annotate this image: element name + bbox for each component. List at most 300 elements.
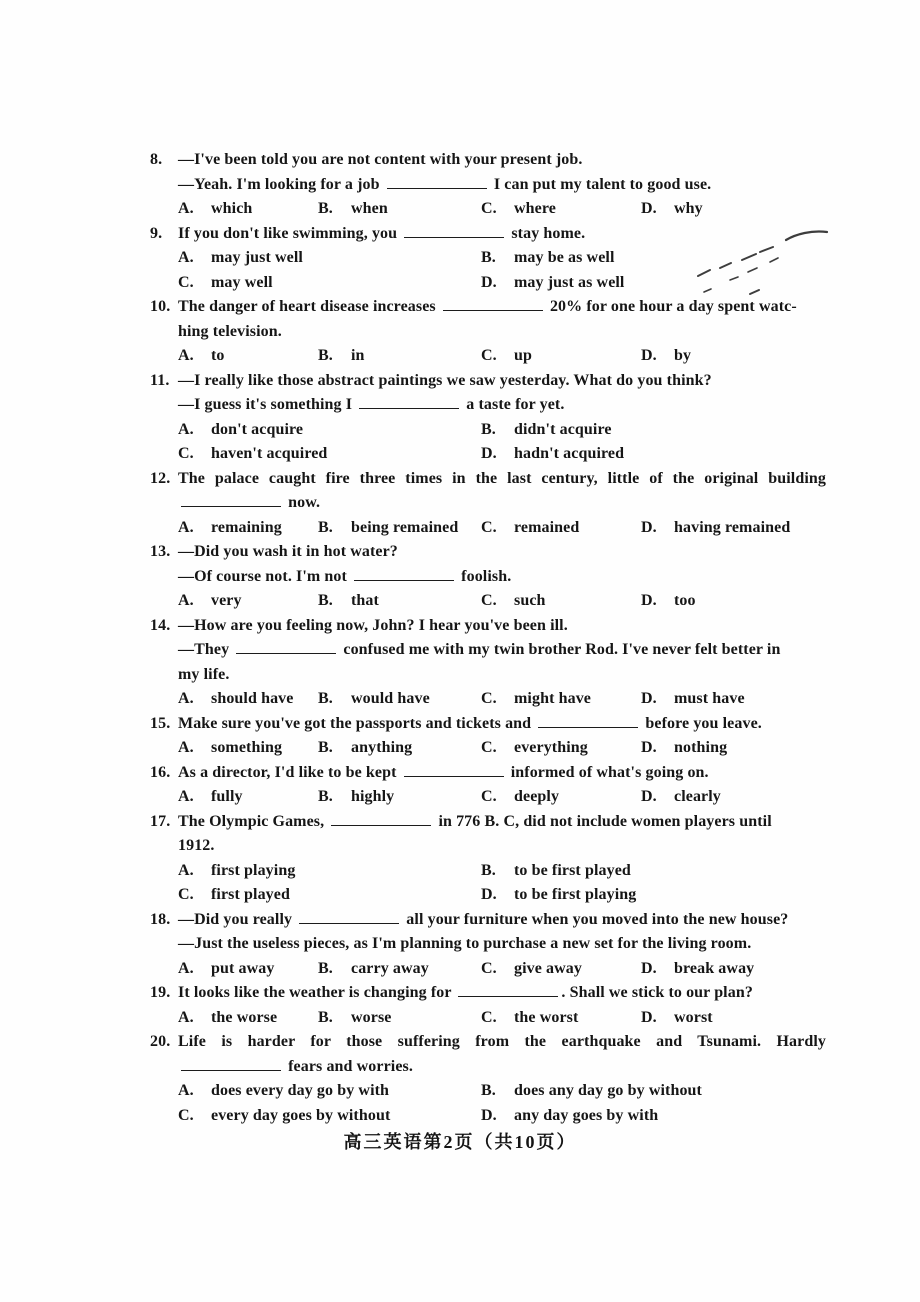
option-key: D. <box>481 273 497 291</box>
question-number-spacer <box>150 1104 178 1129</box>
question-line <box>0 393 920 418</box>
option-text: must have <box>674 690 745 707</box>
question-number-spacer <box>150 516 178 541</box>
option-key: D. <box>641 959 657 977</box>
option <box>481 344 641 369</box>
option-row <box>0 271 920 296</box>
option-grid <box>178 1079 826 1104</box>
option-row <box>0 1104 920 1129</box>
option-text: fully <box>211 788 243 805</box>
question-number: 14. <box>150 616 171 634</box>
question-line <box>0 981 920 1006</box>
question-number-spacer <box>150 442 178 467</box>
option-row <box>0 883 920 908</box>
option-key: D. <box>641 200 657 217</box>
option <box>178 1079 481 1104</box>
question-number-spacer <box>150 197 178 222</box>
option-text: the worst <box>514 1008 579 1026</box>
blank-line <box>181 492 281 507</box>
option <box>481 687 641 712</box>
option-text: to be first played <box>514 861 631 879</box>
option-key: C. <box>481 1008 497 1026</box>
option-grid <box>178 418 826 443</box>
option-key: D. <box>481 886 497 903</box>
option <box>318 516 481 541</box>
option <box>178 883 481 908</box>
option-text: where <box>514 200 556 217</box>
option <box>641 957 826 982</box>
question-text-line <box>178 467 826 492</box>
question-text: —How are you feeling now, John? I hear you've been ill. <box>178 616 568 634</box>
question-text: 20% for one hour a day spent watc- <box>545 298 797 315</box>
question-text: 1912. <box>178 837 215 854</box>
blank-line <box>538 713 638 728</box>
option-grid <box>178 589 826 614</box>
question <box>0 712 920 761</box>
option-key: B. <box>318 200 333 217</box>
option-text: which <box>211 200 253 217</box>
question-number-spacer <box>150 687 178 712</box>
option-key: A. <box>178 861 194 879</box>
question-line <box>0 148 920 173</box>
option-row <box>0 418 920 443</box>
option-text: the worse <box>211 1008 278 1026</box>
question-text: hing television. <box>178 322 282 340</box>
question-line <box>0 173 920 198</box>
option-key: D. <box>641 592 657 609</box>
option-row <box>0 589 920 614</box>
question-number: 9. <box>150 224 163 242</box>
option-text: any day goes by with <box>514 1106 659 1124</box>
option-row <box>0 736 920 761</box>
question-text-line <box>178 1055 826 1080</box>
option-row <box>0 442 920 467</box>
option-key: A. <box>178 420 194 438</box>
option <box>178 271 481 296</box>
question-line <box>0 295 920 320</box>
question-number-spacer <box>150 834 178 859</box>
question-text: fears and worries. <box>284 1057 413 1075</box>
option <box>318 1006 481 1031</box>
question-text-line <box>178 908 826 933</box>
question-text: The palace caught fire three times in the last century, little of the original building <box>178 469 826 487</box>
option-key: D. <box>481 445 497 462</box>
option <box>318 785 481 810</box>
question-number-spacer <box>150 932 178 957</box>
blank-line <box>443 296 543 311</box>
option-grid <box>178 736 826 761</box>
blank-line <box>331 811 431 826</box>
blank-line <box>299 909 399 924</box>
question-text: —I guess it's something I <box>178 396 357 413</box>
question-number: 13. <box>150 543 171 560</box>
option-key: C. <box>481 788 497 805</box>
question-number: 17. <box>150 812 171 830</box>
question-line <box>0 491 920 516</box>
option-row <box>0 516 920 541</box>
question-number: 12. <box>150 469 171 487</box>
option-key: A. <box>178 518 194 536</box>
question <box>0 761 920 810</box>
question-line <box>0 810 920 835</box>
question-text: It looks like the weather is changing for <box>178 984 456 1001</box>
option-text: by <box>674 347 692 364</box>
question-text: . Shall we stick to our plan? <box>561 984 753 1001</box>
option-key: B. <box>318 788 333 805</box>
option-key: A. <box>178 959 194 977</box>
option-text: to <box>211 347 225 364</box>
option-grid <box>178 859 826 884</box>
option <box>641 197 826 222</box>
question-text: now. <box>284 494 321 511</box>
question-line <box>0 565 920 590</box>
option-text: hadn't acquired <box>514 445 625 462</box>
option-text: put away <box>211 959 275 977</box>
option-key: C. <box>481 959 497 977</box>
option-key: A. <box>178 739 194 756</box>
question <box>0 908 920 982</box>
option-key: B. <box>318 347 333 364</box>
question-line <box>0 540 920 565</box>
option-text: such <box>514 592 546 609</box>
option <box>481 736 641 761</box>
option-text: worse <box>351 1008 392 1026</box>
question-number-spacer <box>150 393 178 418</box>
option <box>178 1104 481 1129</box>
option-grid <box>178 197 826 222</box>
option-grid <box>178 516 826 541</box>
question-number: 15. <box>150 714 171 732</box>
option <box>178 516 318 541</box>
option-grid <box>178 785 826 810</box>
question-text-line <box>178 1030 826 1055</box>
option <box>178 442 481 467</box>
blank-line <box>458 982 558 997</box>
option <box>318 957 481 982</box>
question-number-spacer <box>150 1006 178 1031</box>
option <box>178 589 318 614</box>
option-text: may just well <box>211 249 303 266</box>
option-text: remaining <box>211 518 282 536</box>
question-line <box>0 369 920 394</box>
option-grid <box>178 1104 826 1129</box>
option-text: didn't acquire <box>514 420 612 438</box>
question-text-line <box>178 565 826 590</box>
question <box>0 295 920 369</box>
option <box>481 785 641 810</box>
question-number-spacer <box>150 418 178 443</box>
option-text: might have <box>514 690 591 707</box>
option <box>641 1006 826 1031</box>
option <box>318 687 481 712</box>
question-number: 19. <box>150 984 171 1001</box>
question-text: —They <box>178 641 234 658</box>
option-key: C. <box>481 347 497 364</box>
option <box>318 589 481 614</box>
question <box>0 369 920 467</box>
question <box>0 540 920 614</box>
option <box>318 736 481 761</box>
question-text: —Just the useless pieces, as I'm planning to purchase a new set for the living room. <box>178 935 752 952</box>
question-number-spacer <box>150 320 178 345</box>
option-key: B. <box>318 592 333 609</box>
option-text: something <box>211 739 283 756</box>
option-key: C. <box>481 518 497 536</box>
question-number-spacer <box>150 736 178 761</box>
question-text: before you leave. <box>641 714 762 732</box>
blank-line <box>354 566 454 581</box>
option <box>481 516 641 541</box>
question-text: —I really like those abstract paintings we saw yesterday. What do you think? <box>178 371 712 389</box>
question-text: confused me with my twin brother Rod. I've never felt better in <box>339 641 781 658</box>
option <box>178 785 318 810</box>
question-text-line <box>178 222 826 247</box>
question-text-line <box>178 761 826 786</box>
option <box>481 442 826 467</box>
question <box>0 467 920 541</box>
option-key: D. <box>481 1106 497 1124</box>
option-text: carry away <box>351 959 429 977</box>
option-text: don't acquire <box>211 420 304 438</box>
question-text: —Did you wash it in hot water? <box>178 543 398 560</box>
option <box>641 687 826 712</box>
option-key: D. <box>641 347 657 364</box>
option <box>641 344 826 369</box>
option-row <box>0 687 920 712</box>
question-number-spacer <box>150 246 178 271</box>
question-number-spacer <box>150 859 178 884</box>
option <box>481 197 641 222</box>
option-key: B. <box>318 690 333 707</box>
option-key: A. <box>178 788 194 805</box>
option-text: may just as well <box>514 273 625 291</box>
option-row <box>0 785 920 810</box>
option-text: having remained <box>674 518 791 536</box>
option-grid <box>178 687 826 712</box>
option-text: clearly <box>674 788 721 805</box>
option-key: A. <box>178 347 194 364</box>
option <box>481 883 826 908</box>
option <box>641 516 826 541</box>
question-number-spacer <box>150 271 178 296</box>
option <box>178 957 318 982</box>
question-text-line <box>178 393 826 418</box>
question-line <box>0 467 920 492</box>
option-text: very <box>211 592 242 609</box>
question-number-spacer <box>150 638 178 663</box>
question-text-line <box>178 295 826 320</box>
question-text: informed of what's going on. <box>506 763 709 781</box>
option-row <box>0 246 920 271</box>
question-text-line <box>178 834 826 859</box>
option-key: D. <box>641 690 657 707</box>
option-text: deeply <box>514 788 560 805</box>
option-text: give away <box>514 959 583 977</box>
question-number-spacer <box>150 491 178 516</box>
question-line <box>0 320 920 345</box>
question-text-line <box>178 369 826 394</box>
question-text: my life. <box>178 665 230 683</box>
question-number-spacer <box>150 785 178 810</box>
question-text: I can put my talent to good use. <box>489 175 712 193</box>
option-key: C. <box>481 739 497 756</box>
blank-line <box>387 174 487 189</box>
question-line <box>0 663 920 688</box>
question-text-line <box>178 981 826 1006</box>
question-line <box>0 614 920 639</box>
question-text: a taste for yet. <box>462 396 565 413</box>
blank-line <box>181 1056 281 1071</box>
question-number: 16. <box>150 763 171 781</box>
option <box>481 1006 641 1031</box>
question-text-line <box>178 491 826 516</box>
question-line <box>0 222 920 247</box>
option-text: highly <box>351 788 395 805</box>
option-key: B. <box>318 1008 333 1026</box>
option-row <box>0 197 920 222</box>
option <box>178 1006 318 1031</box>
question-text-line <box>178 540 826 565</box>
question-text-line <box>178 712 826 737</box>
question <box>0 810 920 908</box>
option-key: B. <box>481 861 496 879</box>
option <box>481 246 826 271</box>
question <box>0 222 920 296</box>
option-text: remained <box>514 518 580 536</box>
question-number: 20. <box>150 1033 171 1050</box>
option-text: does any day go by without <box>514 1082 702 1099</box>
option <box>481 271 826 296</box>
option-grid <box>178 442 826 467</box>
question-line <box>0 932 920 957</box>
option <box>318 197 481 222</box>
question-number-spacer <box>150 663 178 688</box>
page-footer: 高三英语第2页（共10页） <box>343 1132 577 1152</box>
option-text: when <box>351 200 388 217</box>
question <box>0 614 920 712</box>
option-key: D. <box>641 1008 657 1026</box>
option-text: too <box>674 592 696 609</box>
question-text: stay home. <box>507 224 586 242</box>
question <box>0 1030 920 1128</box>
option <box>641 736 826 761</box>
option <box>178 344 318 369</box>
option-key: C. <box>178 1106 194 1124</box>
option-text: first played <box>211 886 290 903</box>
question-number: 10. <box>150 298 171 315</box>
question-number: 11. <box>150 371 170 389</box>
option-key: C. <box>178 445 194 462</box>
option-key: B. <box>481 1082 496 1099</box>
exam-content <box>0 148 920 1128</box>
option-text: nothing <box>674 739 728 756</box>
option-key: B. <box>481 249 496 266</box>
option-key: D. <box>641 739 657 756</box>
question-text: in 776 B. C, did not include women players until <box>434 812 772 830</box>
option-key: D. <box>641 518 657 536</box>
blank-line <box>404 223 504 238</box>
option <box>178 687 318 712</box>
option-text: being remained <box>351 518 459 536</box>
option <box>178 246 481 271</box>
option-grid <box>178 344 826 369</box>
option-key: A. <box>178 592 194 609</box>
question-number-spacer <box>150 883 178 908</box>
option-key: C. <box>481 690 497 707</box>
option-key: C. <box>178 886 194 903</box>
question-number-spacer <box>150 565 178 590</box>
option <box>481 589 641 614</box>
option-grid <box>178 271 826 296</box>
question-text-line <box>178 663 826 688</box>
blank-line <box>236 639 336 654</box>
question-text: Make sure you've got the passports and tickets and <box>178 714 536 732</box>
option <box>481 1104 826 1129</box>
question-number: 8. <box>150 151 163 168</box>
question-line <box>0 1055 920 1080</box>
option-row <box>0 859 920 884</box>
question-number-spacer <box>150 1079 178 1104</box>
question-text: —Did you really <box>178 910 297 928</box>
option-text: everything <box>514 739 588 756</box>
question-text-line <box>178 173 826 198</box>
option-key: A. <box>178 1082 194 1099</box>
question <box>0 148 920 222</box>
question-line <box>0 908 920 933</box>
question-number-spacer <box>150 589 178 614</box>
question-number: 18. <box>150 910 171 928</box>
option-grid <box>178 246 826 271</box>
option-key: D. <box>641 788 657 805</box>
option <box>481 1079 826 1104</box>
option-key: C. <box>481 200 497 217</box>
question <box>0 981 920 1030</box>
question-text: —I've been told you are not content with your present job. <box>178 151 583 168</box>
option <box>178 197 318 222</box>
option-key: A. <box>178 690 194 707</box>
option-key: C. <box>178 273 194 291</box>
option-grid <box>178 1006 826 1031</box>
question-line <box>0 638 920 663</box>
option-text: to be first playing <box>514 886 637 903</box>
option-key: B. <box>481 420 496 438</box>
option-text: every day goes by without <box>211 1106 391 1124</box>
question-text: The Olympic Games, <box>178 812 329 830</box>
question-number-spacer <box>150 173 178 198</box>
option-row <box>0 1006 920 1031</box>
option <box>318 344 481 369</box>
option <box>481 859 826 884</box>
question-number-spacer <box>150 1055 178 1080</box>
option <box>178 418 481 443</box>
option <box>641 589 826 614</box>
option-text: first playing <box>211 861 296 879</box>
option <box>641 785 826 810</box>
option-text: in <box>351 347 365 364</box>
option <box>481 418 826 443</box>
option-text: up <box>514 347 532 364</box>
option-text: should have <box>211 690 294 707</box>
question-text: If you don't like swimming, you <box>178 224 402 242</box>
option-text: would have <box>351 690 430 707</box>
question-line <box>0 834 920 859</box>
question-text: —Yeah. I'm looking for a job <box>178 175 384 193</box>
question-text-line <box>178 320 826 345</box>
blank-line <box>404 762 504 777</box>
option-grid <box>178 957 826 982</box>
option-grid <box>178 883 826 908</box>
option-text: may well <box>211 273 273 291</box>
